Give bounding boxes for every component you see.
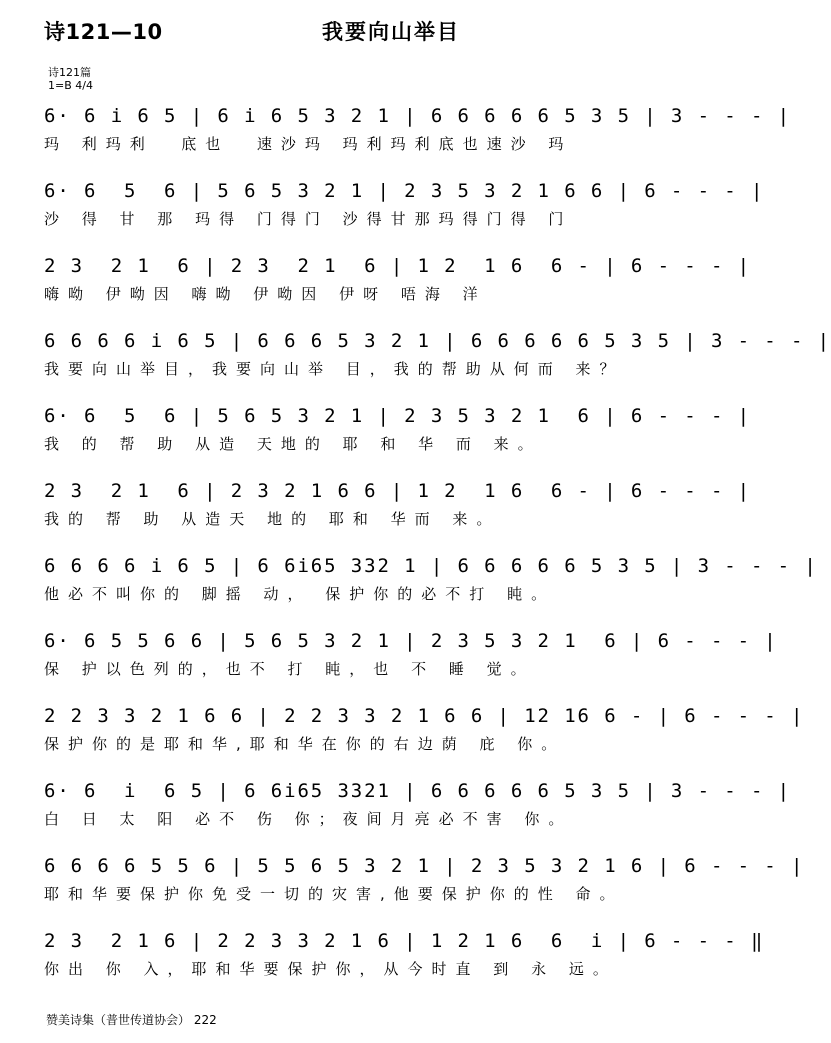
system-5-notes: 6· 6 5 6 | 5 6 5 3 2 1 | 2 3 5 3 2 1 6 | 6 - - - | (44, 405, 751, 427)
footer-caption: 赞美诗集（普世传道协会） 222 (46, 1013, 217, 1027)
system-7-notes: 6 6 6 6 i 6 5 | 6 6i65 332 1 | 6 6 6 6 6 5 3 5 | 3 - - - | (44, 555, 818, 577)
hymn-title: 我要向山举目 (322, 20, 460, 44)
source-reference: 诗121篇 (48, 66, 91, 79)
system-2-notes: 6· 6 5 6 | 5 6 5 3 2 1 | 2 3 5 3 2 1 6 6 | 6 - - - | (44, 180, 765, 202)
system-3-notes: 2 3 2 1 6 | 2 3 2 1 6 | 1 2 1 6 6 - | 6 - - - | (44, 255, 751, 277)
system-2-lyrics: 沙 得 甘 那 玛得 门得门 沙得甘那玛得门得 门 (44, 210, 573, 228)
system-11-notes: 6 6 6 6 5 5 6 | 5 5 6 5 3 2 1 | 2 3 5 3 2 1 6 | 6 - - - | (44, 855, 805, 877)
system-6-lyrics: 我的 帮 助 从造天 地的 耶和 华而 来。 (44, 510, 501, 528)
system-12-notes: 2 3 2 1 6 | 2 2 3 3 2 1 6 | 1 2 1 6 6 i | 6 - - - ‖ (44, 930, 765, 952)
key-time-signature: 1=B 4/4 (48, 79, 93, 92)
hymn-number: 诗121—10 (44, 20, 163, 44)
system-4-notes: 6 6 6 6 i 6 5 | 6 6 6 5 3 2 1 | 6 6 6 6 6 5 3 5 | 3 - - - | (44, 330, 831, 352)
system-8-notes: 6· 6 5 5 6 6 | 5 6 5 3 2 1 | 2 3 5 3 2 1 6 | 6 - - - | (44, 630, 778, 652)
system-10-lyrics: 白 日 太 阳 必不 伤 你；夜间月亮必不害 你。 (44, 810, 573, 828)
system-11-lyrics: 耶和华要保护你免受一切的灾害,他要保护你的性 命。 (44, 885, 624, 903)
system-9-notes: 2 2 3 3 2 1 6 6 | 2 2 3 3 2 1 6 6 | 12 16 6 - | 6 - - - | (44, 705, 805, 727)
system-1-lyrics: 玛 利玛利 底也 速沙玛 玛利玛利底也速沙 玛 (44, 135, 573, 153)
system-10-notes: 6· 6 i 6 5 | 6 6i65 3321 | 6 6 6 6 6 5 3 5 | 3 - - - | (44, 780, 791, 802)
system-9-lyrics: 保护你的是耶和华,耶和华在你的右边荫 庇 你。 (44, 735, 566, 753)
system-3-lyrics: 嗨呦 伊呦因 嗨呦 伊呦因 伊呀 唔海 洋 (44, 285, 487, 303)
system-8-lyrics: 保 护以色列的，也不 打 盹，也 不 睡 觉。 (44, 660, 535, 678)
system-5-lyrics: 我 的 帮 助 从造 天地的 耶 和 华 而 来。 (44, 435, 542, 453)
system-1-notes: 6· 6 i 6 5 | 6 i 6 5 3 2 1 | 6 6 6 6 6 5 3 5 | 3 - - - | (44, 105, 791, 127)
system-7-lyrics: 他必不叫你的 脚摇 动， 保护你的必不打 盹。 (44, 585, 556, 603)
system-6-notes: 2 3 2 1 6 | 2 3 2 1 6 6 | 1 2 1 6 6 - | 6 - - - | (44, 480, 751, 502)
system-12-lyrics: 你出 你 入，耶和华要保护你，从今时直 到 永 远。 (44, 960, 617, 978)
system-4-lyrics: 我要向山举目，我要向山举 目，我的帮助从何而 来？ (44, 360, 624, 378)
